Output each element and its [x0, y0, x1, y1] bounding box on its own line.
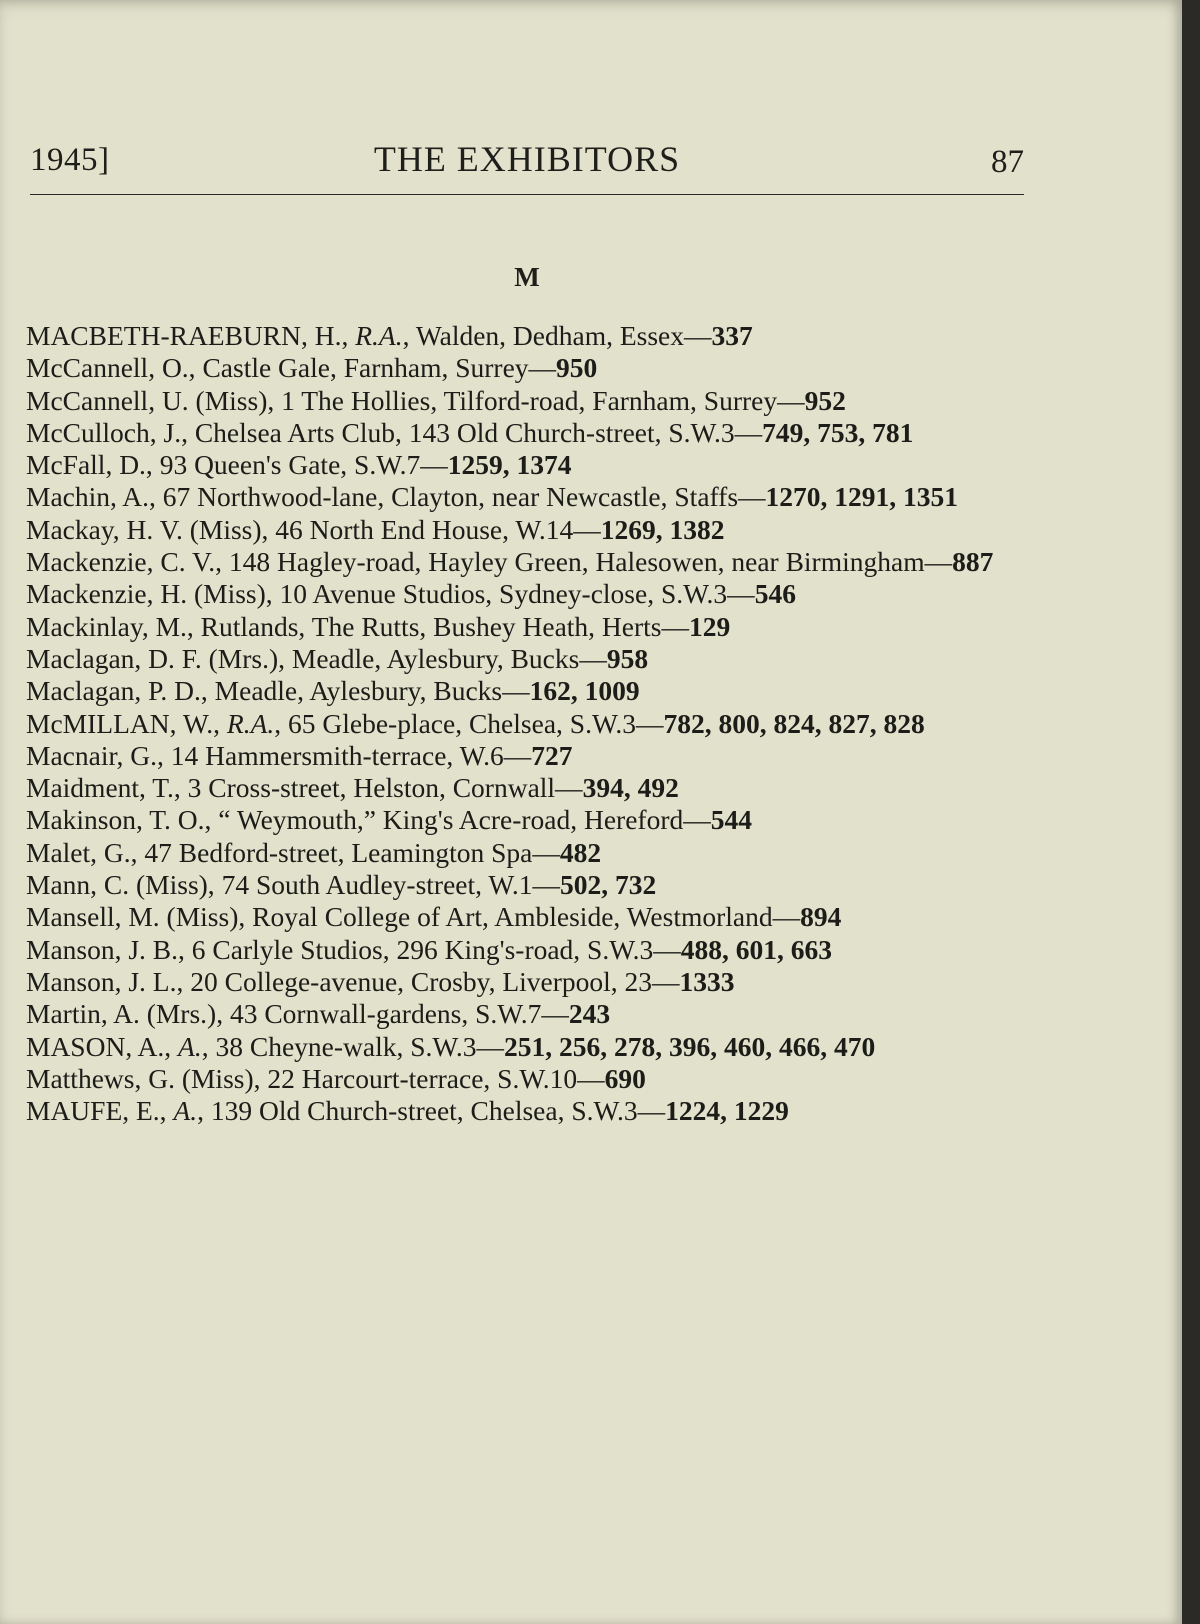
exhibitor-entry	[26, 740, 1026, 772]
exhibit-numbers: 727	[531, 739, 573, 771]
exhibitor-entry	[26, 417, 1026, 449]
exhibitor-name: Mackenzie, C. V.,	[26, 546, 229, 578]
exhibitor-address: 6 Carlyle Studios, 296 King's-road, S.W.3—	[191, 933, 681, 965]
exhibitor-entry	[26, 546, 1026, 578]
exhibit-numbers: 502, 732	[559, 869, 657, 901]
exhibit-numbers: 887	[952, 546, 994, 578]
exhibitor-name: Manson, J. L.,	[26, 965, 191, 997]
exhibitor-address: Rutlands, The Rutts, Bushey Heath, Herts—	[200, 610, 689, 642]
exhibitor-address: , 65 Glebe-place, Chelsea, S.W.3—	[274, 707, 664, 739]
exhibitor-honour: R.A.	[355, 320, 403, 351]
exhibitor-name: McCannell, U. (Miss),	[26, 384, 282, 416]
exhibit-numbers: 1333	[679, 965, 735, 997]
exhibitor-list	[26, 320, 1026, 1127]
exhibitor-address: 46 North End House, W.14—	[275, 513, 601, 545]
exhibitor-name: Matthews, G. (Miss),	[26, 1062, 268, 1094]
exhibitor-entry	[26, 1031, 1026, 1063]
exhibitor-address: 67 Northwood-lane, Clayton, near Newcastle, Staffs—	[162, 481, 766, 513]
exhibitor-entry	[26, 675, 1026, 707]
exhibitor-name: Mansell, M. (Miss),	[26, 901, 253, 933]
exhibitor-name: McCannell, O.,	[26, 352, 203, 384]
exhibit-numbers: 129	[689, 610, 731, 642]
exhibit-numbers: 958	[606, 642, 649, 674]
exhibit-numbers: 950	[556, 352, 598, 384]
exhibitor-entry	[26, 449, 1026, 481]
exhibitor-name: MAUFE, E.,	[26, 1095, 174, 1127]
exhibitor-entry	[26, 1095, 1026, 1127]
exhibitor-entry	[26, 611, 1026, 643]
exhibitor-name: MASON, A.,	[26, 1030, 179, 1062]
exhibitor-name: Mann, C. (Miss),	[26, 869, 222, 901]
exhibitor-entry	[26, 481, 1026, 513]
exhibitor-entry	[26, 901, 1026, 933]
exhibitor-entry	[26, 514, 1026, 546]
exhibitor-entry	[26, 804, 1026, 836]
exhibit-numbers: 952	[804, 384, 846, 416]
exhibitor-address: 93 Queen's Gate, S.W.7—	[159, 449, 448, 481]
exhibitor-entry	[26, 643, 1026, 675]
exhibit-numbers: 1224, 1229	[665, 1095, 789, 1127]
exhibitor-name: Mackinlay, M.,	[26, 610, 201, 642]
exhibitor-name: Macnair, G.,	[26, 739, 171, 771]
exhibitor-honour: A.	[178, 1030, 202, 1062]
header-title: THE EXHIBITORS	[373, 139, 681, 179]
exhibit-numbers: 1270, 1291, 1351	[765, 481, 959, 513]
header-year: 1945]	[30, 142, 110, 178]
exhibit-numbers: 394, 492	[582, 772, 679, 804]
exhibitor-name: Manson, J. B.,	[26, 933, 192, 965]
exhibitor-entry	[26, 352, 1026, 384]
running-header	[30, 138, 1024, 190]
exhibit-numbers: 337	[711, 320, 753, 351]
exhibitor-address: 10 Avenue Studios, Sydney-close, S.W.3—	[279, 578, 755, 610]
exhibitor-name: Makinson, T. O.,	[26, 804, 219, 836]
exhibitor-address: Meadle, Aylesbury, Bucks—	[291, 642, 607, 674]
exhibitor-name: Maclagan, P. D.,	[26, 675, 215, 707]
exhibitor-address: 1 The Hollies, Tilford-road, Farnham, Surrey—	[281, 384, 805, 416]
exhibit-numbers: 894	[800, 901, 842, 933]
exhibitor-entry	[26, 966, 1026, 998]
exhibit-numbers: 251, 256, 278, 396, 460, 466, 470	[503, 1030, 876, 1062]
exhibitor-address: Meadle, Aylesbury, Bucks—	[214, 675, 530, 707]
exhibitor-entry	[26, 385, 1026, 417]
exhibitor-address: 43 Cornwall-gardens, S.W.7—	[229, 998, 569, 1030]
exhibitor-name: Maclagan, D. F. (Mrs.),	[26, 642, 292, 674]
exhibitor-address: 148 Hagley-road, Hayley Green, Halesowen, near Birmingham—	[228, 546, 953, 578]
exhibitor-address: 22 Harcourt-terrace, S.W.10—	[267, 1062, 605, 1094]
exhibit-numbers: 243	[568, 998, 611, 1030]
exhibit-numbers: 544	[710, 804, 752, 836]
exhibitor-entry	[26, 320, 1026, 352]
exhibitor-address: Castle Gale, Farnham, Surrey—	[202, 352, 557, 384]
exhibit-numbers: 482	[559, 836, 602, 868]
exhibitor-honour: R.A.	[226, 707, 275, 739]
exhibitor-entry	[26, 837, 1026, 869]
exhibitor-entry	[26, 869, 1026, 901]
exhibitor-name: Machin, A.,	[26, 481, 163, 513]
exhibitor-honour: A.	[173, 1095, 198, 1127]
exhibitor-entry	[26, 578, 1026, 610]
exhibitor-entry	[26, 934, 1026, 966]
exhibit-numbers: 1259, 1374	[447, 449, 572, 481]
exhibitor-name: Mackay, H. V. (Miss),	[26, 513, 276, 545]
exhibit-numbers: 690	[604, 1062, 646, 1094]
exhibitor-name: McCulloch, J.,	[26, 416, 195, 448]
exhibitor-name: McMILLAN, W.,	[26, 707, 227, 739]
exhibitor-entry	[26, 998, 1026, 1030]
exhibitor-address: , 38 Cheyne-walk, S.W.3—	[201, 1030, 504, 1062]
exhibitor-name: McFall, D.,	[26, 449, 160, 481]
section-letter: M	[514, 262, 540, 292]
exhibitor-address: Chelsea Arts Club, 143 Old Church-street, S.W.3—	[194, 416, 763, 448]
exhibitor-address: 74 South Audley-street, W.1—	[221, 869, 560, 901]
exhibitor-address: Royal College of Art, Ambleside, Westmorland—	[252, 901, 801, 933]
exhibitor-address: 14 Hammersmith-terrace, W.6—	[170, 739, 532, 771]
exhibitor-name: Mackenzie, H. (Miss),	[26, 578, 280, 610]
exhibitor-name: Malet, G.,	[26, 836, 145, 868]
exhibitor-address: “ Weymouth,” King's Acre-road, Hereford—	[218, 804, 711, 836]
page-number: 87	[991, 144, 1024, 180]
exhibit-numbers: 1269, 1382	[600, 513, 725, 545]
exhibitor-entry	[26, 708, 1026, 740]
exhibitor-address: 47 Bedford-street, Leamington Spa—	[144, 836, 560, 868]
exhibit-numbers: 162, 1009	[529, 675, 640, 707]
exhibit-numbers: 546	[754, 578, 796, 610]
exhibit-numbers: 488, 601, 663	[680, 933, 833, 965]
exhibitor-entry	[26, 772, 1026, 804]
exhibitor-address: , Walden, Dedham, Essex—	[402, 320, 712, 351]
exhibitor-entry	[26, 1063, 1026, 1095]
exhibitor-address: 3 Cross-street, Helston, Cornwall—	[187, 772, 583, 804]
exhibitor-name: Martin, A. (Mrs.),	[26, 998, 230, 1030]
exhibit-numbers: 749, 753, 781	[762, 416, 914, 448]
exhibit-numbers: 782, 800, 824, 827, 828	[663, 707, 925, 739]
exhibitor-address: 20 College-avenue, Crosby, Liverpool, 23—	[190, 965, 680, 997]
exhibitor-address: , 139 Old Church-street, Chelsea, S.W.3—	[197, 1095, 666, 1127]
header-rule	[30, 194, 1024, 195]
exhibitor-name: Maidment, T.,	[26, 772, 188, 804]
exhibitor-name: MACBETH-RAEBURN, H.,	[26, 320, 356, 351]
